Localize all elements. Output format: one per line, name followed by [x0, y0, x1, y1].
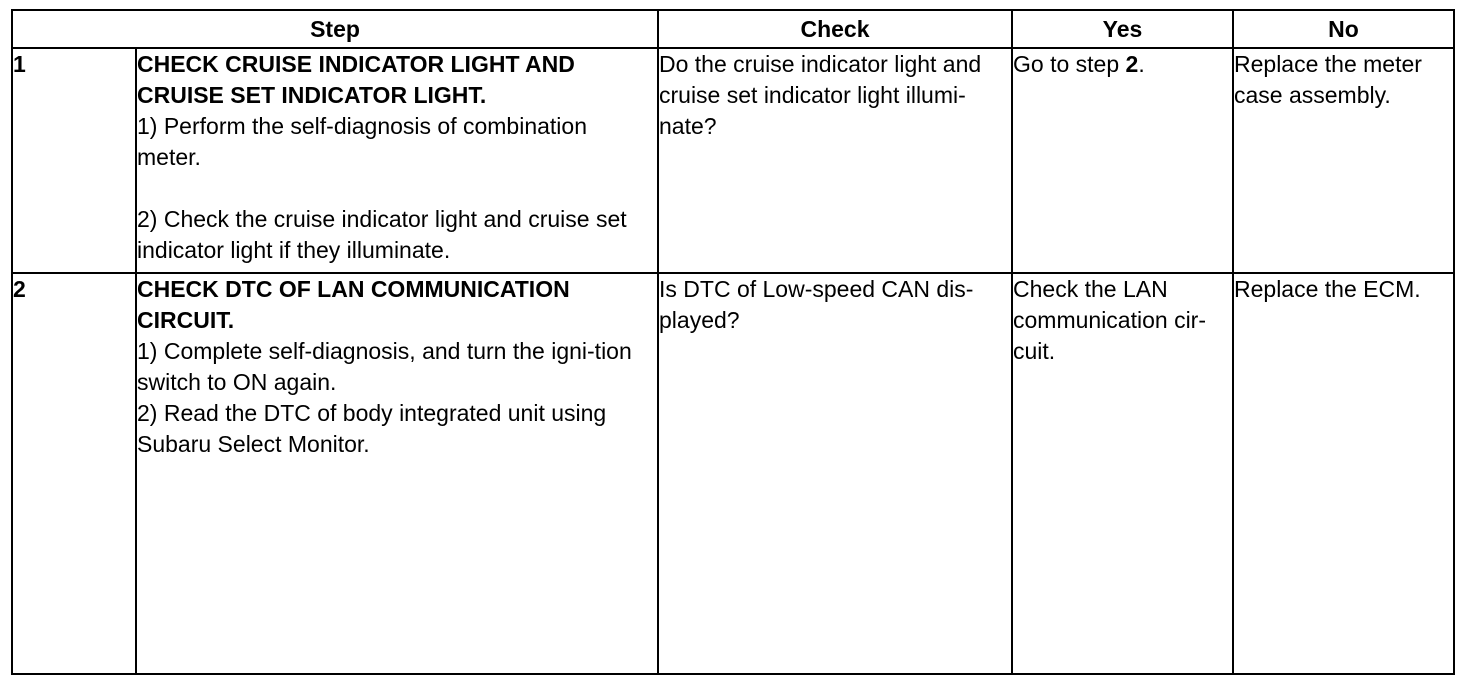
- yes-step-ref: 2: [1125, 51, 1139, 77]
- yes-suffix: .: [1138, 51, 1145, 77]
- diagnostic-table: [11, 9, 1455, 675]
- table-row: [12, 273, 1454, 674]
- step-instruction: 2) Read the DTC of body integrated unit using Subaru Select Monitor.: [137, 400, 607, 457]
- step-number: 2: [12, 273, 136, 674]
- step-instruction: 1) Complete self-diagnosis, and turn the igni-tion switch to ON again.: [137, 338, 632, 395]
- header-no: No: [1233, 10, 1454, 48]
- step-title: CHECK DTC OF LAN COMMUNICATION CIRCUIT.: [137, 276, 570, 333]
- step-description: [136, 48, 658, 273]
- yes-cell: Check the LAN communication cir-cuit.: [1012, 273, 1233, 674]
- no-cell: Replace the ECM.: [1233, 273, 1454, 674]
- table-row: [12, 48, 1454, 273]
- check-cell: Is DTC of Low-speed CAN dis-played?: [658, 273, 1012, 674]
- header-check: Check: [658, 10, 1012, 48]
- yes-cell: [1012, 48, 1233, 273]
- header-step: Step: [12, 10, 658, 48]
- step-number: 1: [12, 48, 136, 273]
- no-cell: Replace the meter case assembly.: [1233, 48, 1454, 273]
- spacer: [137, 173, 657, 204]
- step-instruction: 1) Perform the self-diagnosis of combination meter.: [137, 113, 587, 170]
- yes-prefix: Go to step: [1013, 51, 1126, 77]
- step-description: [136, 273, 658, 674]
- step-title: CHECK CRUISE INDICATOR LIGHT AND CRUISE SET INDICATOR LIGHT.: [137, 51, 575, 108]
- header-yes: Yes: [1012, 10, 1233, 48]
- table-header-row: [12, 10, 1454, 48]
- check-cell: Do the cruise indicator light and cruise set indicator light illumi-nate?: [658, 48, 1012, 273]
- step-instruction: 2) Check the cruise indicator light and cruise set indicator light if they illuminate.: [137, 206, 627, 263]
